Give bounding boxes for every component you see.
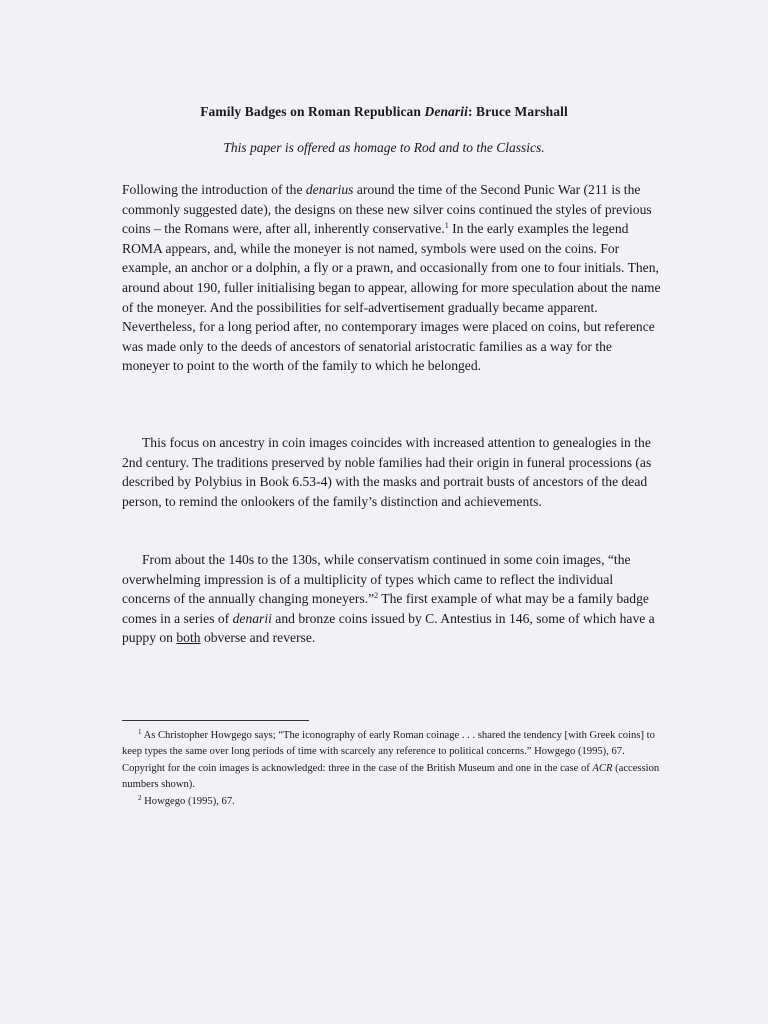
title-main: Family Badges on Roman Republican — [200, 104, 425, 119]
footnote-1-number: 1 — [138, 728, 142, 736]
footnote-ref-2[interactable]: 2 — [374, 591, 379, 601]
p1-text-d: In the early examples the legend ROMA appears, and, while the moneyer is not named, symbols were used on the coins. For example, an anchor or a dolphin, a fly or a prawn, and occasionally from one to four initials. Then, around about 190, fuller initialising began to appear, allowing for more speculation about the name of the moneyer. And the possibilities for self-advertisement gradually became apparent. Nevertheless, for a long period after, no contemporary images were placed on coins, but reference was made only to the deeds of ancestors of senatorial aristocratic families as a way for the moneyer to point to the worth of the family to which he belonged. — [122, 221, 661, 374]
p1-text-c: around the time of the Second Punic War (211 is the commonly suggested date), the designs on these new silver coins continued the styles of previous coins – the Romans were, after all, inherently conservative. — [122, 182, 652, 237]
dedication: This paper is offered as homage to Rod and to the Classics. — [223, 140, 545, 155]
p1-text-a: Following the introduction of the — [122, 182, 306, 197]
title-italic: Denarii — [424, 104, 468, 119]
p3-text-a: From about the 140s to the 130s, while conservatism continued in some coin images, “the overwhelming impression is of a multiplicity of types which came to reflect the individual concerns of the annually changing moneyers.” — [122, 552, 631, 607]
p3-underline-both: both — [176, 630, 201, 646]
p3-italic-denarii: denarii — [232, 610, 272, 626]
footnote-2 — [122, 794, 662, 810]
paragraph-3 — [122, 550, 662, 648]
footnotes — [122, 728, 662, 810]
footnote-1-text-c: (accession numbers shown). — [122, 762, 660, 791]
footnote-divider — [122, 720, 309, 721]
paragraph-2: This focus on ancestry in coin images coincides with increased attention to genealogies in the 2nd century. The traditions preserved by noble families had their origin in funeral processions (as described by Polybius in Book 6.53-4) with the masks and portrait busts of ancestors of the dead person, to remind the onlookers of the family’s distinction and achievements. — [122, 435, 652, 509]
p3-text-d: and bronze coins issued by C. Antestius in 146, some of which have a puppy on — [122, 610, 655, 646]
p3-text-f: obverse and reverse. — [200, 630, 316, 646]
footnote-2-number: 2 — [138, 793, 142, 802]
title-rest: : Bruce Marshall — [467, 104, 568, 119]
footnote-1 — [122, 728, 662, 794]
p1-italic-denarius: denarius — [305, 182, 354, 197]
paragraph-1 — [122, 180, 662, 376]
footnote-2-text: Howgego (1995), 67. — [141, 795, 235, 807]
p3-text-b: The first example of what may be a family badge comes in a series of — [122, 591, 649, 626]
footnote-1-text-a: As Christopher Howgego says; “The iconography of early Roman coinage . . . shared the tendency [with Greek coins] to keep types the same over long periods of time with scarcely any reference to political concerns.” Howgego (1995), 67. Copyright for the coin images is acknowledged: three in the case of the British Museum and one in the case of — [122, 730, 655, 774]
footnote-1-italic-acr: ACR — [592, 762, 613, 774]
footnote-ref-1[interactable]: 1 — [444, 221, 449, 231]
paper-title — [0, 104, 768, 120]
